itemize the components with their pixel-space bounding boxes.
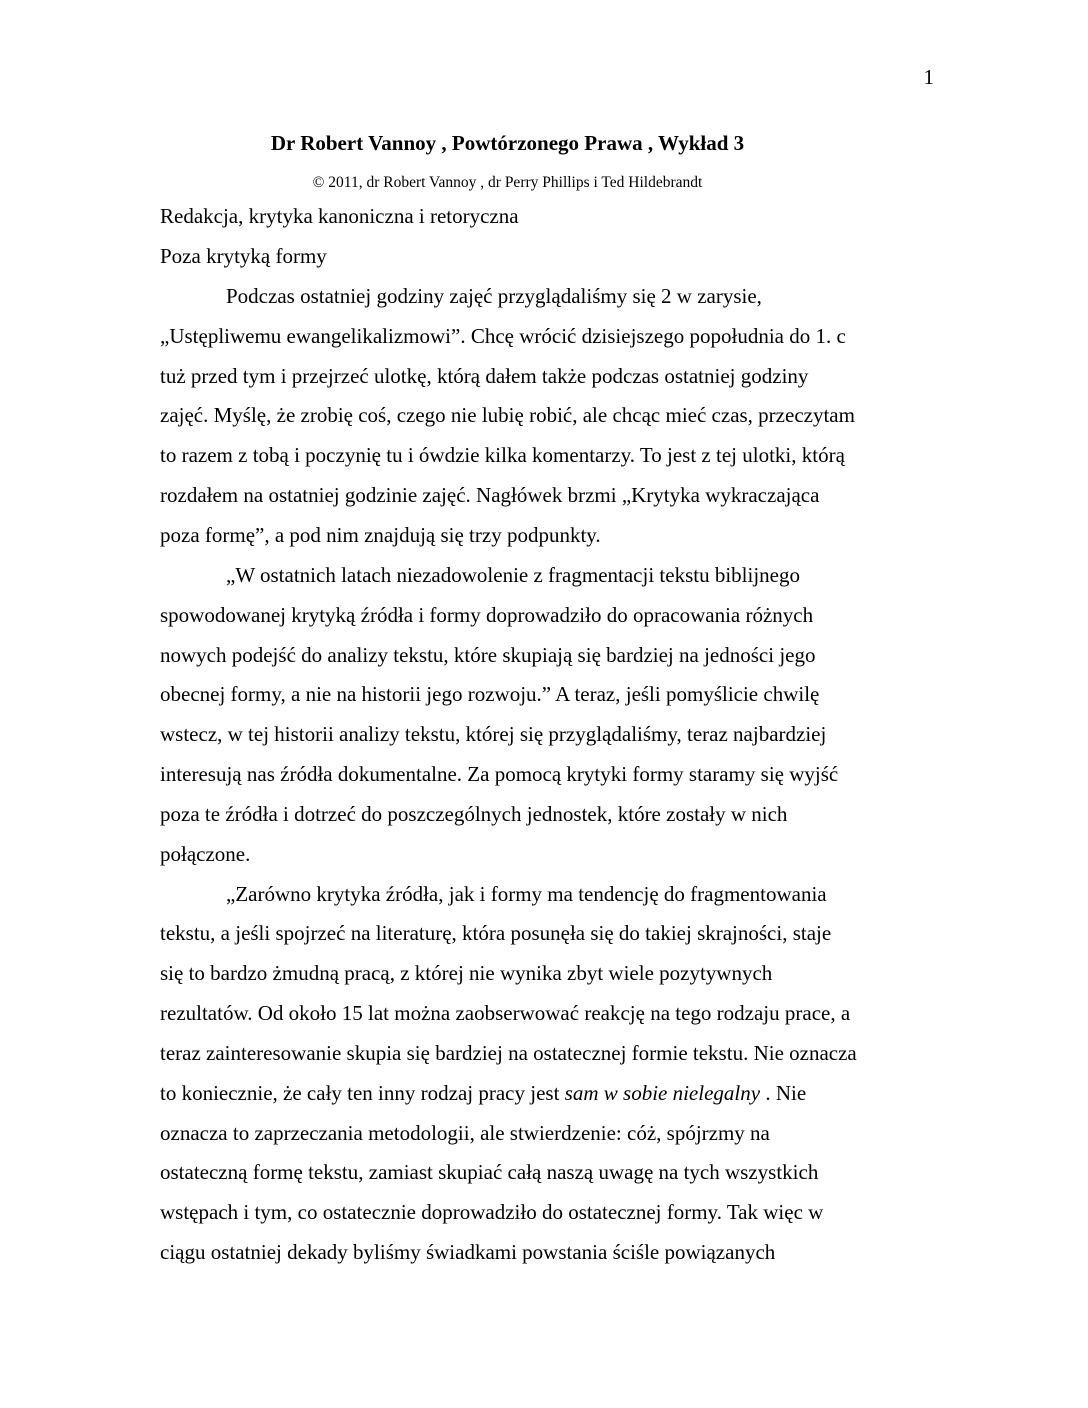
text-line: Podczas ostatniej godziny zajęć przyglądaliśmy się 2 w zarysie, xyxy=(226,284,762,308)
text-line: „Zarówno krytyka źródła, jak i formy ma tendencję do fragmentowania xyxy=(226,882,827,906)
text-line: wstępach i tym, co ostatecznie doprowadziło do ostatecznej formy. Tak więc w xyxy=(160,1200,824,1224)
text-run: to koniecznie, że cały ten inny rodzaj pracy jest xyxy=(160,1081,565,1105)
text-line: wstecz, w tej historii analizy tekstu, której się przyglądaliśmy, teraz najbardziej xyxy=(160,722,827,746)
text-line: nowych podejść do analizy tekstu, które skupiają się bardziej na jedności jego xyxy=(160,643,816,667)
page-number: 1 xyxy=(923,65,934,89)
text-line: oznacza to zaprzeczania metodologii, ale stwierdzenie: cóż, spójrzmy na xyxy=(160,1121,770,1145)
text-line: zajęć. Myślę, że zrobię coś, czego nie lubię robić, ale chcąc mieć czas, przeczytam xyxy=(160,403,855,427)
emphasized-text: sam w sobie nielegalny xyxy=(564,1081,761,1105)
text-line: ostateczną formę tekstu, zamiast skupiać całą naszą uwagę na tych wszystkich xyxy=(160,1160,819,1184)
text-line: rozdałem na ostatniej godzinie zajęć. Nagłówek brzmi „Krytyka wykraczająca xyxy=(160,483,820,507)
section-heading-2: Poza krytyką formy xyxy=(160,244,327,268)
text-line: ciągu ostatniej dekady byliśmy świadkami powstania ściśle powiązanych xyxy=(160,1240,776,1264)
text-line xyxy=(160,1078,806,1108)
section-heading-1: Redakcja, krytyka kanoniczna i retoryczna xyxy=(160,204,519,228)
text-line: się to bardzo żmudną pracą, z której nie wynika zbyt wiele pozytywnych xyxy=(160,961,773,985)
text-line: obecnej formy, a nie na historii jego rozwoju.” A teraz, jeśli pomyślicie chwilę xyxy=(160,682,820,706)
text-line: połączone. xyxy=(160,842,251,866)
text-line: „W ostatnich latach niezadowolenie z fragmentacji tekstu biblijnego xyxy=(226,563,800,587)
text-line: to razem z tobą i poczynię tu i ówdzie kilka komentarzy. To jest z tej ulotki, którą xyxy=(160,443,845,467)
text-line: interesują nas źródła dokumentalne. Za pomocą krytyki formy staramy się wyjść xyxy=(160,762,839,786)
text-run: . Nie xyxy=(760,1081,807,1105)
text-line: rezultatów. Od około 15 lat można zaobserwować reakcję na tego rodzaju prace, a xyxy=(160,1001,851,1025)
text-line: tuż przed tym i przejrzeć ulotkę, którą dałem także podczas ostatniej godziny xyxy=(160,364,809,388)
text-line: poza formę”, a pod nim znajdują się trzy podpunkty. xyxy=(160,523,601,547)
text-line: spowodowanej krytyką źródła i formy doprowadziło do opracowania różnych xyxy=(160,603,814,627)
text-line: teraz zainteresowanie skupia się bardziej na ostatecznej formie tekstu. Nie oznacza xyxy=(160,1041,857,1065)
text-line: poza te źródła i dotrzeć do poszczególnych jednostek, które zostały w nich xyxy=(160,802,788,826)
text-line: tekstu, a jeśli spojrzeć na literaturę, która posunęła się do takiej skrajności, staje xyxy=(160,921,832,945)
document-title: Dr Robert Vannoy , Powtórzonego Prawa , Wykład 3 xyxy=(270,131,745,155)
copyright-notice: © 2011, dr Robert Vannoy , dr Perry Phillips i Ted Hildebrandt xyxy=(312,174,703,191)
text-line: „Ustępliwemu ewangelikalizmowi”. Chcę wrócić dzisiejszego popołudnia do 1. c xyxy=(160,324,846,348)
